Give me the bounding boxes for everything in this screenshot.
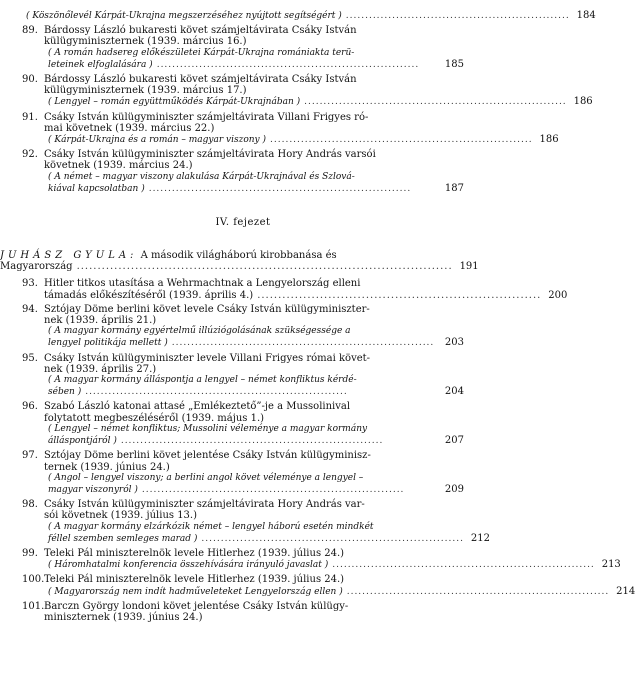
entry-title-text: miniszternek (1939. június 24.) bbox=[44, 611, 203, 623]
page-number: 204 bbox=[444, 386, 464, 398]
dot-leader: .................................................................... bbox=[304, 97, 567, 108]
toc-entry bbox=[22, 401, 464, 447]
entry-subtitle: ( Háromhatalmi konferencia összehívására irányuló javaslat ) bbox=[48, 560, 329, 571]
entry-title-text: Bárdossy László bukaresti követ számjeltávirata Csáky István bbox=[44, 25, 357, 37]
page-number: 184 bbox=[576, 10, 596, 21]
entry-subtitle: ( A német – magyar viszony alakulása Kárpát-Ukrajnával és Szlová- bbox=[48, 171, 355, 182]
page-number: 185 bbox=[444, 58, 464, 70]
chapter-intro-entry bbox=[0, 250, 479, 273]
dot-leader: .................................................................... bbox=[156, 59, 420, 70]
page-number: 203 bbox=[444, 337, 464, 349]
entry-subtitle-line bbox=[22, 337, 464, 349]
page-number: 213 bbox=[601, 559, 621, 571]
entry-subtitle-line bbox=[22, 183, 464, 195]
dot-leader: .................................................................... bbox=[346, 586, 610, 597]
entry-number: 98. bbox=[22, 499, 38, 511]
toc-entry bbox=[22, 304, 464, 350]
entry-title-line bbox=[22, 149, 464, 160]
page-number: 212 bbox=[470, 532, 490, 544]
entry-subtitle: ( Lengyel – német konfliktus; Mussolini véleménye a magyar kormány bbox=[48, 423, 368, 434]
entry-title-text: Bárdossy László bukaresti követ számjeltávirata Csáky István bbox=[44, 74, 357, 86]
entry-title-line bbox=[22, 36, 464, 47]
dot-leader: .................................................................... bbox=[270, 135, 533, 146]
page-number: 191 bbox=[459, 261, 479, 273]
chapter-heading: IV. fejezet bbox=[215, 217, 271, 229]
entry-title-text: Szabó László katonai attasé „Emlékeztető”-je a Mussolinival bbox=[44, 401, 351, 413]
entry-title-line bbox=[22, 289, 568, 301]
entry-title-line bbox=[22, 413, 464, 424]
entry-subtitle: ( A magyar kormány elzárkózik német – lengyel háború esetén mindkét bbox=[48, 521, 374, 532]
entry-title-text: Barczn György londoni követ jelentése Csáky István külügy- bbox=[44, 600, 349, 612]
page-number: 207 bbox=[444, 435, 464, 447]
page-number: 209 bbox=[444, 483, 464, 495]
entry-title-line bbox=[22, 601, 464, 612]
entry-subtitle: ( A magyar kormány egyértelmű illúziógolásának szükségessége a bbox=[48, 326, 351, 337]
toc-entry bbox=[22, 111, 559, 147]
dot-leader: .................................................................... bbox=[257, 289, 542, 301]
entry-subtitle: ( Angol – lengyel viszony; a berlini angol követ véleménye a lengyel – bbox=[48, 472, 364, 483]
entry-subtitle-line bbox=[22, 134, 559, 146]
entry-title-text: nek (1939. április 21.) bbox=[44, 315, 157, 327]
entry-title-text: Csáky István külügyminiszter levele Villani Frigyes római követ- bbox=[44, 352, 371, 364]
entry-subtitle: ( A román hadsereg előkészületei Kárpát-Ukrajna romániakta terü- bbox=[48, 47, 355, 58]
entry-subtitle: leteinek elfoglalására ) bbox=[48, 59, 153, 70]
entry-title-text: nek (1939. április 27.) bbox=[44, 363, 157, 375]
entry-title-text: folytatott megbeszéléséről (1939. május 1.) bbox=[44, 412, 265, 424]
entry-subtitle: lengyel politikája mellett ) bbox=[48, 338, 168, 349]
toc-entry bbox=[22, 149, 464, 195]
entry-number: 95. bbox=[22, 352, 38, 364]
page-number: 186 bbox=[539, 134, 559, 146]
entry-title-line bbox=[22, 74, 464, 85]
entry-subtitle: ( Köszönőlevél Kárpát-Ukrajna megszerzéséhez nyújtott segítségért ) bbox=[26, 11, 342, 21]
entry-title-text: külügyminiszternek (1939. március 16.) bbox=[44, 36, 247, 48]
entry-number: 93. bbox=[22, 278, 38, 290]
toc-entry-sub bbox=[22, 10, 596, 22]
dot-leader: .......................................................................................... bbox=[76, 261, 453, 273]
entry-title-line bbox=[22, 123, 464, 134]
entry-subtitle: ( Magyarország nem indít hadműveleteket Lengyelország ellen ) bbox=[48, 586, 343, 597]
page-number: 200 bbox=[548, 289, 568, 301]
entry-subtitle: féllel szemben semleges marad ) bbox=[48, 533, 198, 544]
intro-title-line: A második világháború kirobbanása és bbox=[140, 250, 337, 262]
entry-subtitle: ( Kárpát-Ukrajna és a román – magyar viszony ) bbox=[48, 135, 267, 146]
entry-title-line bbox=[22, 85, 464, 96]
entry-title-text: Hitler titkos utasítása a Wehrmachtnak a Lengyelország elleni bbox=[44, 278, 361, 290]
toc-entry bbox=[22, 74, 593, 109]
dot-leader: .................................................................... bbox=[85, 387, 348, 398]
entry-title-line bbox=[22, 574, 464, 585]
entry-title-text: mai követnek (1939. március 22.) bbox=[44, 122, 215, 134]
entry-subtitle-line bbox=[22, 585, 635, 598]
entry-number: 100. bbox=[22, 574, 45, 586]
entry-subtitle-line bbox=[22, 172, 464, 183]
entry-subtitle-line bbox=[22, 96, 593, 108]
entry-title-line bbox=[22, 160, 464, 171]
entry-title-line bbox=[22, 462, 464, 473]
entry-number: 99. bbox=[22, 547, 38, 559]
entry-title-text: Sztójay Döme berlini követ jelentése Csáky István külügyminisz- bbox=[44, 450, 371, 462]
entry-subtitle: sében ) bbox=[48, 387, 82, 398]
entry-title-line bbox=[22, 364, 464, 375]
entry-subtitle-line bbox=[22, 326, 464, 337]
entry-title-line bbox=[22, 353, 464, 364]
toc-group bbox=[22, 25, 593, 195]
entry-number: 90. bbox=[22, 74, 38, 86]
entry-title-line bbox=[22, 450, 464, 461]
dot-leader: .................................................................... bbox=[171, 338, 435, 349]
entry-subtitle: ( Lengyel – román együttműködés Kárpát-Ukrajnában ) bbox=[48, 97, 301, 108]
entry-subtitle-line bbox=[22, 473, 464, 484]
entry-title-text: Sztójay Döme berlini követ levele Csáky István külügyminiszter- bbox=[44, 303, 370, 315]
toc-entry bbox=[22, 601, 464, 623]
entry-number: 94. bbox=[22, 303, 38, 315]
toc-entry bbox=[22, 499, 490, 545]
entry-title-line bbox=[22, 315, 464, 326]
dot-leader: .................................................................... bbox=[141, 484, 405, 495]
entry-subtitle-line bbox=[22, 435, 464, 447]
entry-title-text: követnek (1939. március 24.) bbox=[44, 160, 193, 172]
dot-leader: .................................................................... bbox=[148, 183, 412, 194]
dot-leader: .................................................................... bbox=[120, 436, 384, 447]
entry-number: 97. bbox=[22, 450, 38, 462]
toc-entry bbox=[22, 25, 464, 71]
entry-title-line bbox=[22, 278, 464, 289]
entry-subtitle-line bbox=[22, 59, 464, 71]
entry-number: 91. bbox=[22, 111, 38, 123]
entry-subtitle-line bbox=[22, 386, 464, 398]
entry-title-line bbox=[22, 510, 464, 521]
dot-leader: .................................................................... bbox=[332, 560, 595, 571]
dot-leader: .......................................................... bbox=[345, 11, 570, 21]
intro-title-line: Magyarország bbox=[0, 261, 73, 273]
entry-number: 89. bbox=[22, 25, 38, 37]
entry-subtitle-line bbox=[22, 424, 464, 435]
page-number: 187 bbox=[444, 182, 464, 194]
entry-subtitle: ( A magyar kormány álláspontja a lengyel – német konfliktus kérdé- bbox=[48, 375, 357, 386]
entry-subtitle-line bbox=[22, 522, 464, 533]
toc-entry bbox=[22, 574, 635, 597]
entry-title-text: sói követnek (1939. július 13.) bbox=[44, 510, 197, 522]
entry-title-text: Teleki Pál miniszterelnök levele Hitlerhez (1939. július 24.) bbox=[44, 547, 345, 559]
entry-number: 96. bbox=[22, 401, 38, 413]
entry-subtitle-line bbox=[22, 484, 464, 496]
toc-entry bbox=[22, 547, 621, 571]
entry-subtitle: álláspontjáról ) bbox=[48, 436, 117, 447]
toc-entry bbox=[22, 450, 464, 496]
toc-entry bbox=[22, 278, 568, 301]
page-number: 186 bbox=[573, 96, 593, 108]
entry-subtitle-line bbox=[22, 559, 621, 571]
entry-title-text: Csáky István külügyminiszter számjeltávirata Villani Frigyes ró- bbox=[44, 111, 369, 123]
entry-title-line bbox=[22, 25, 464, 36]
entry-subtitle-line bbox=[22, 48, 464, 59]
entry-title-text: Csáky István külügyminiszter számjeltávirata Hory András var- bbox=[44, 499, 365, 511]
entry-title-line bbox=[22, 499, 464, 510]
entry-title-line bbox=[22, 401, 464, 412]
entry-title-text: Teleki Pál miniszterelnök levele Hitlerhez (1939. július 24.) bbox=[44, 574, 345, 586]
toc-group bbox=[22, 278, 635, 623]
entry-title-line bbox=[22, 612, 464, 623]
toc-entry bbox=[22, 353, 464, 399]
author-name: JUHÁSZ GYULA: bbox=[0, 250, 138, 262]
entry-title-line bbox=[22, 112, 464, 123]
entry-title-line bbox=[22, 548, 464, 559]
entry-title-text: külügyminiszternek (1939. március 17.) bbox=[44, 85, 247, 97]
page-number: 214 bbox=[616, 585, 635, 597]
entry-title-line bbox=[22, 304, 464, 315]
dot-leader: .................................................................... bbox=[201, 533, 464, 544]
entry-number: 101. bbox=[22, 600, 45, 612]
entry-subtitle-line bbox=[22, 532, 490, 545]
entry-title-text: Csáky István külügyminiszter számjeltávirata Hory András varsói bbox=[44, 149, 376, 161]
entry-title-text: támadás előkészítéséről (1939. április 4.) bbox=[44, 289, 254, 301]
entry-subtitle: magyar viszonyról ) bbox=[48, 484, 138, 495]
entry-subtitle: kiával kapcsolatban ) bbox=[48, 183, 145, 194]
entry-subtitle-line bbox=[22, 375, 464, 386]
entry-title-text: ternek (1939. június 24.) bbox=[44, 461, 170, 473]
entry-number: 92. bbox=[22, 149, 38, 161]
